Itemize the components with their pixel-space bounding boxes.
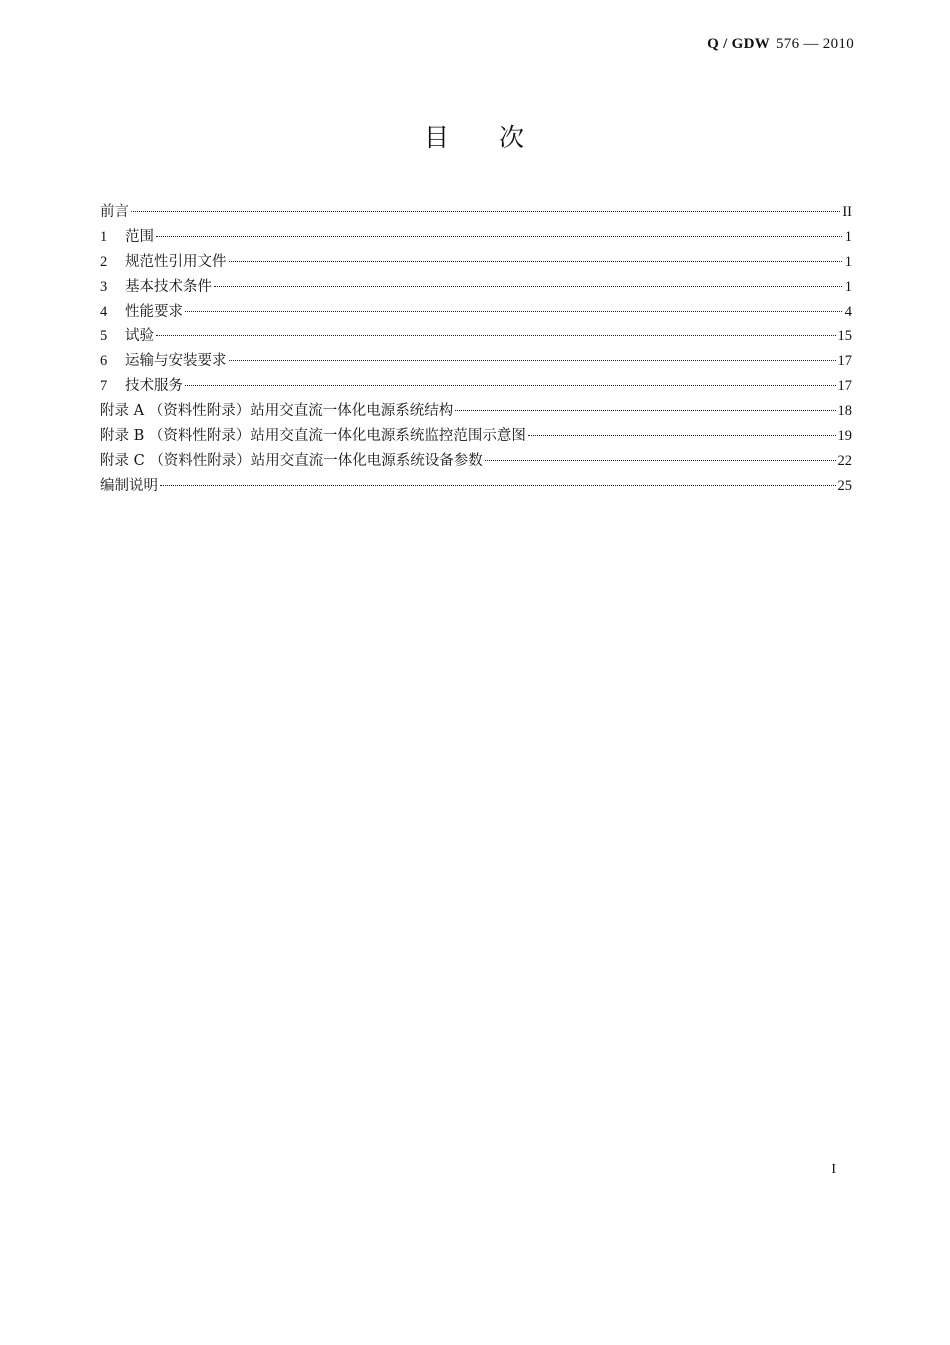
toc-entry[interactable] (100, 449, 852, 474)
toc-entry-label: 基本技术条件 (125, 278, 212, 295)
toc-entry[interactable] (100, 424, 852, 449)
toc-entry[interactable] (100, 225, 852, 250)
toc-entry-number: 1 (100, 228, 108, 245)
standard-code: Q / GDW (707, 36, 770, 52)
page-title (0, 118, 950, 154)
toc-entry-page: 15 (837, 328, 852, 345)
toc-entry-label: 性能要求 (125, 303, 183, 320)
toc-entry-page: 22 (837, 452, 852, 469)
table-of-contents (100, 200, 852, 499)
toc-entry-page: 17 (837, 353, 852, 370)
toc-dot-leader (455, 409, 835, 411)
toc-entry-page: 25 (837, 477, 852, 494)
toc-entry-label: 编制说明 (100, 477, 158, 494)
toc-entry-page: 19 (837, 428, 852, 445)
toc-dot-leader (156, 334, 836, 336)
toc-entry-number: 6 (100, 353, 108, 370)
toc-entry[interactable] (100, 250, 852, 275)
document-header (707, 36, 854, 53)
toc-entry-number: 5 (100, 328, 108, 345)
toc-entry-label: 前言 (100, 204, 129, 220)
toc-entry-label: 附录 A （资料性附录）站用交直流一体化电源系统结构 (100, 403, 454, 420)
toc-dot-leader (229, 260, 843, 262)
toc-entry-page: 4 (844, 303, 852, 320)
toc-entry-page: 17 (837, 378, 852, 395)
toc-entry-number: 7 (100, 378, 108, 395)
toc-entry-label: 附录 B （资料性附录）站用交直流一体化电源系统监控范围示意图 (100, 428, 526, 445)
toc-entry[interactable] (100, 200, 852, 225)
title-char-left: 目 (423, 123, 451, 152)
toc-entry-page: II (842, 204, 852, 220)
toc-entry[interactable] (100, 374, 852, 399)
toc-dot-leader (185, 310, 842, 312)
toc-entry[interactable] (100, 275, 852, 300)
toc-entry[interactable] (100, 300, 852, 325)
toc-entry[interactable] (100, 474, 852, 499)
toc-dot-leader (214, 285, 842, 287)
toc-dot-leader (131, 210, 840, 212)
toc-dot-leader (528, 434, 836, 436)
toc-entry-label: 附录 C （资料性附录）站用交直流一体化电源系统设备参数 (100, 452, 483, 469)
toc-entry-page: 18 (837, 403, 852, 420)
toc-entry-label: 范围 (125, 228, 154, 245)
page-number: I (831, 1162, 836, 1177)
toc-dot-leader (160, 484, 836, 486)
toc-entry-number: 2 (100, 253, 108, 270)
toc-dot-leader (156, 235, 842, 237)
toc-entry-page: 1 (844, 278, 852, 295)
toc-entry-page: 1 (844, 253, 852, 270)
toc-entry-page: 1 (844, 228, 852, 245)
toc-entry-label: 技术服务 (125, 378, 183, 395)
standard-number: 576 — 2010 (776, 36, 854, 52)
toc-entry-label: 运输与安装要求 (125, 353, 227, 370)
toc-entry[interactable] (100, 349, 852, 374)
toc-entry-number: 4 (100, 303, 108, 320)
toc-dot-leader (185, 384, 836, 386)
toc-entry-label: 试验 (125, 328, 154, 345)
toc-entry-number: 3 (100, 278, 108, 295)
toc-entry[interactable] (100, 399, 852, 424)
title-char-right: 次 (499, 123, 527, 152)
toc-dot-leader (229, 359, 836, 361)
toc-dot-leader (485, 459, 836, 461)
toc-entry[interactable] (100, 324, 852, 349)
toc-entry-label: 规范性引用文件 (125, 253, 227, 270)
